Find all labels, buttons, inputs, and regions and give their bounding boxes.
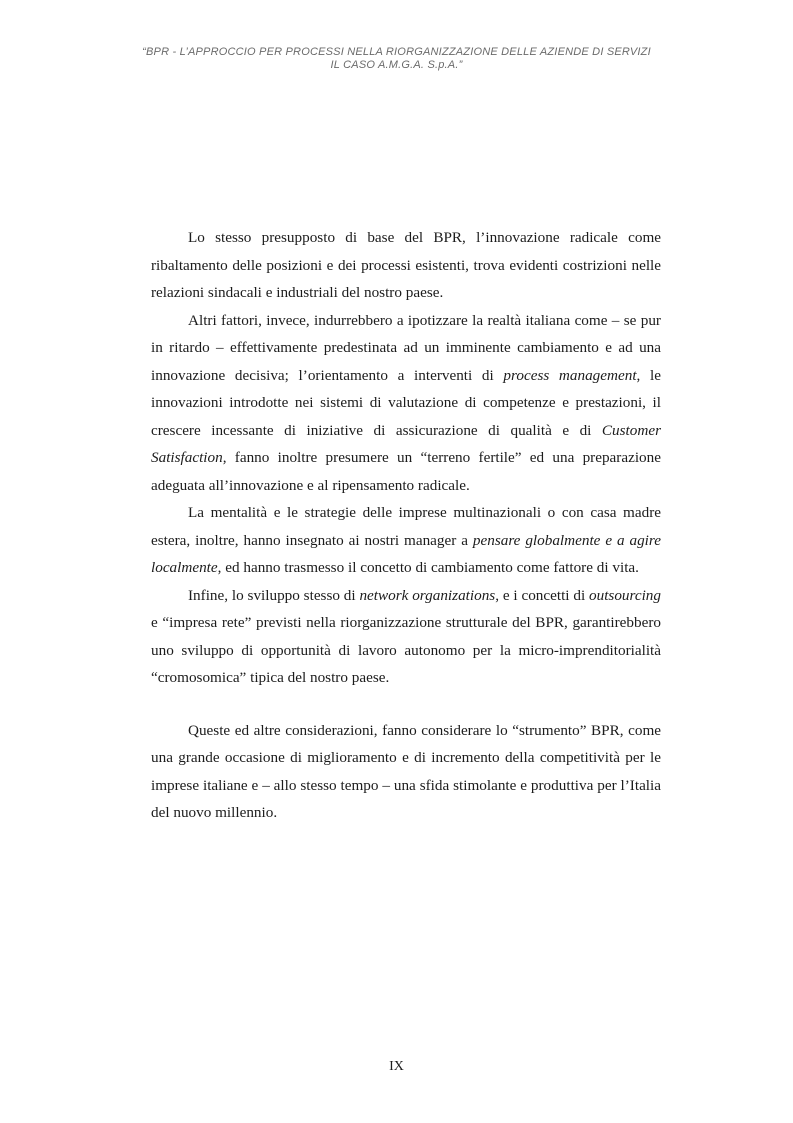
text-run: , ed hanno trasmesso il concetto di cambiamento come fattore di vita.	[217, 559, 639, 576]
text-run: , fanno inoltre presumere un “terreno fertile” ed una preparazione adeguata all’innovazione e al ripensamento radicale.	[151, 449, 661, 494]
italic-term: outsourcing	[589, 586, 661, 604]
running-header-line-2: IL CASO A.M.G.A. S.p.A.”	[330, 59, 463, 71]
paragraph	[151, 717, 661, 827]
paragraph	[151, 224, 661, 307]
paragraph	[151, 499, 661, 582]
page-number: IX	[389, 1059, 404, 1074]
running-header	[0, 46, 793, 72]
text-run: , le innovazioni introdotte nei sistemi di valutazione di competenze e prestazioni, il crescere incessante di iniziative di assicurazione di qualità e di	[151, 366, 661, 439]
text-run: e “impresa rete” previsti nella riorganizzazione strutturale del BPR, garantirebbero uno sviluppo di opportunità di lavoro autonomo per la micro-imprenditorialità “cromosomica” tipica del nostro paese.	[151, 614, 661, 686]
text-run: Queste ed altre considerazioni, fanno considerare lo “strumento” BPR, come una grande occasione di miglioramento e di incremento della competitività per le imprese italiane e – allo stesso tempo – una sfida stimolante e produttiva per l’Italia del nuovo millennio.	[151, 721, 661, 821]
italic-term: pensare globalmente e a agire localmente	[151, 531, 661, 576]
italic-term: process management	[503, 366, 637, 384]
body-text	[151, 224, 661, 827]
text-run: La mentalità e le strategie delle imprese multinazionali o con casa madre estera, inoltre, hanno insegnato ai nostri manager a	[151, 504, 661, 549]
text-run: Infine, lo sviluppo stesso di	[188, 586, 360, 604]
paragraph	[151, 582, 661, 692]
paragraph	[151, 307, 661, 500]
italic-term: Customer Satisfaction	[151, 421, 661, 466]
running-header-line-1: “BPR - L’APPROCCIO PER PROCESSI NELLA RIORGANIZZAZIONE DELLE AZIENDE DI SERVIZI	[142, 46, 651, 58]
text-run: , e i concetti di	[495, 586, 589, 604]
text-run: Altri fattori, invece, indurrebbero a ipotizzare la realtà italiana come – se pur in ritardo – effettivamente predestinata ad un imminente cambiamento e ad una innovazione decisiva; l’orientamento a interventi di	[151, 311, 661, 384]
italic-term: network organizations	[359, 586, 496, 604]
text-run: Lo stesso presupposto di base del BPR, l’innovazione radicale come ribaltamento delle posizioni e dei processi esistenti, trova evidenti costrizioni nelle relazioni sindacali e industriali del nostro paese.	[151, 229, 661, 301]
